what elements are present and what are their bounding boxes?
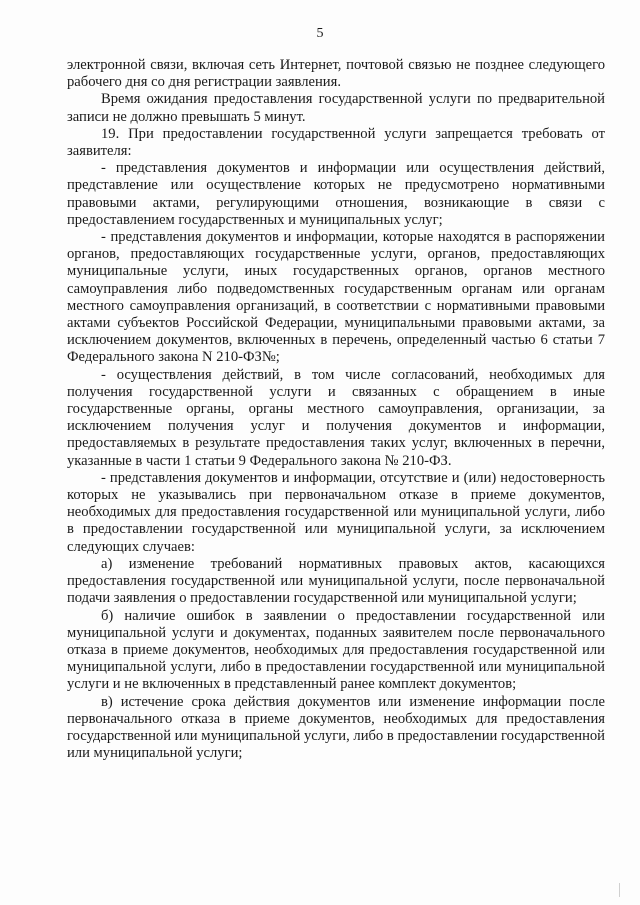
scan-edge-mark bbox=[619, 883, 630, 897]
paragraph-9: б) наличие ошибок в заявлении о предоставлении государственной или муниципальной услуги и документах, поданных заявителем после первоначального отказа в приеме документов, необходимых для предоставления государственной или муниципальной услуги, либо в предоставлении государственной или муниципальной услуги и не включенных в представленный ранее комплект документов; bbox=[67, 607, 605, 693]
paragraph-6: - осуществления действий, в том числе согласований, необходимых для получения государственной услуги и связанных с обращением в иные государственные органы, органы местного самоуправления, организации, за исключением получения услуг и получения документов и информации, предоставляемых в результате предоставления таких услуг, включенных в перечни, указанные в части 1 статьи 9 Федерального закона № 210-ФЗ. bbox=[67, 366, 605, 469]
paragraph-10: в) истечение срока действия документов или изменение информации после первоначального отказа в приеме документов, необходимых для предоставления государственной или муниципальной услуги, либо в предоставлении государственной или муниципальной услуги; bbox=[67, 693, 605, 762]
paragraph-2: Время ожидания предоставления государственной услуги по предварительной записи не должно превышать 5 минут. bbox=[67, 91, 605, 125]
paragraph-7: - представления документов и информации, отсутствие и (или) недостоверность которых не указывались при первоначальном отказе в приеме документов, необходимых для предоставления государственной или муниципальной услуги, либо в предоставлении государственной или муниципальной услуги, за исключением следующих случаев: bbox=[67, 469, 605, 555]
paragraph-4: - представления документов и информации или осуществления действий, представление или осуществление которых не предусмотрено нормативными правовыми актами, регулирующими отношения, возникающие в связи с предоставлением государственных и муниципальных услуг; bbox=[67, 160, 605, 228]
paragraph-3: 19. При предоставлении государственной услуги запрещается требовать от заявителя: bbox=[67, 125, 605, 160]
paragraph-5: - представления документов и информации, которые находятся в распоряжении органов, предоставляющих государственные услуги, органов, предоставляющих муниципальные услуги, иных государственных органов, органов местного самоуправления либо подведомственных государственным органам или органам местного самоуправления организаций, в соответствии с нормативными правовыми актами субъектов Российской Федерации, муниципальными правовыми актами, за исключением документов, включенных в перечень, определенный частью 6 статьи 7 Федерального закона N 210-ФЗ№; bbox=[67, 229, 605, 366]
paragraph-8: а) изменение требований нормативных правовых актов, касающихся предоставления государственной или муниципальной услуги, после первоначальной подачи заявления о предоставлении государственной или муниципальной услуги; bbox=[67, 555, 605, 607]
paragraph-1: электронной связи, включая сеть Интернет, почтовой связью не позднее следующего рабочего дня со дня регистрации заявления. bbox=[67, 57, 605, 91]
page-number: 5 bbox=[316, 26, 324, 41]
document-body bbox=[67, 57, 605, 762]
